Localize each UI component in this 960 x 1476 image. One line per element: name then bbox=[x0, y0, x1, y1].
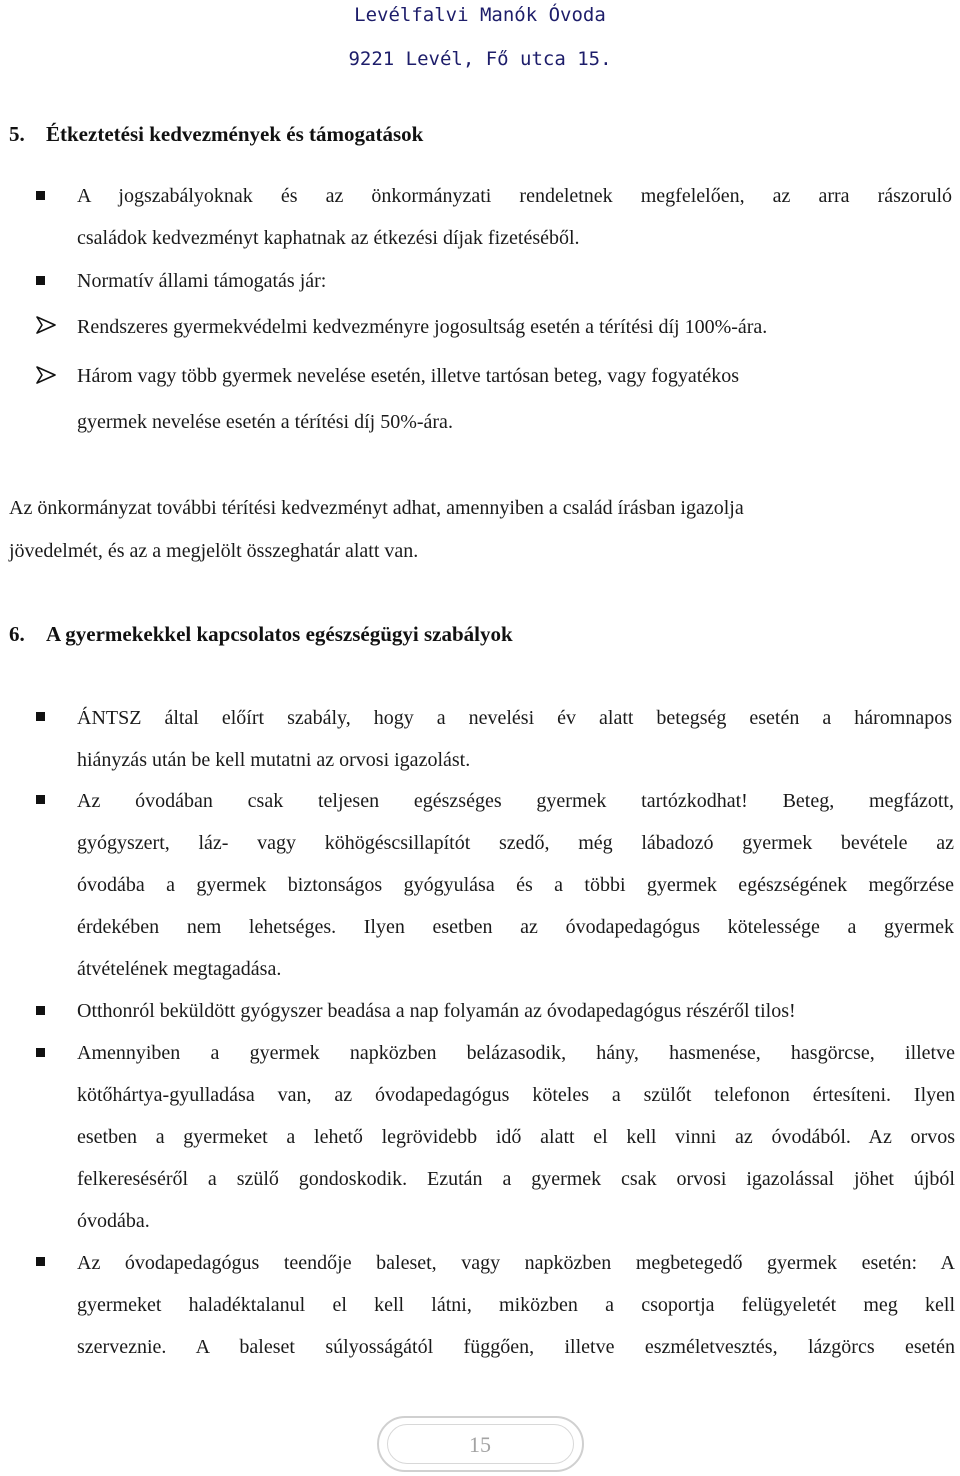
square-bullet-icon bbox=[36, 1257, 45, 1266]
bullet-text: óvodába a gyermek biztonságos gyógyulása és a többi gyermek egészségének megőrzése bbox=[77, 874, 954, 896]
arrow-item-text: Három vagy több gyermek nevelése esetén, illetve tartósan beteg, vagy fogyatékos bbox=[77, 365, 739, 387]
bullet-text: Otthonról beküldött gyógyszer beadása a nap folyamán az óvodapedagógus részéről tilos! bbox=[77, 1000, 796, 1022]
square-bullet-icon bbox=[36, 795, 45, 804]
section-number: 6. bbox=[9, 622, 25, 646]
square-bullet-icon bbox=[36, 191, 45, 200]
bullet-text: Az óvodapedagógus teendője baleset, vagy napközben megbetegedő gyermek esetén: A bbox=[77, 1252, 955, 1274]
bullet-text: A jogszabályoknak és az önkormányzati rendeletnek megfelelően, az arra rászoruló bbox=[77, 185, 952, 207]
bullet-text: kötőhártya-gyulladása van, az óvodapedagógus köteles a szülőt telefonon értesíteni. Ilyen bbox=[77, 1084, 955, 1106]
bullet-text: átvételének megtagadása. bbox=[77, 958, 282, 980]
arrow-item-text: gyermek nevelése esetén a térítési díj 50%-ára. bbox=[77, 411, 453, 433]
arrow-bullet-icon bbox=[35, 316, 57, 334]
square-bullet-icon bbox=[36, 1006, 45, 1015]
bullet-text: hiányzás után be kell mutatni az orvosi igazolást. bbox=[77, 749, 471, 771]
bullet-text: gyermeket haladéktalanul el kell látni, miközben a csoportja felügyeletét meg kell bbox=[77, 1294, 955, 1316]
bullet-text: szerveznie. A baleset súlyosságától függően, illetve eszméletvesztés, lázgörcs esetén bbox=[77, 1336, 955, 1358]
bullet-text: Amennyiben a gyermek napközben belázasodik, hány, hasmenése, hasgörcse, illetve bbox=[77, 1042, 955, 1064]
square-bullet-icon bbox=[36, 712, 45, 721]
bullet-text: családok kedvezményt kaphatnak az étkezési díjak fizetéséből. bbox=[77, 227, 580, 249]
bullet-text: esetben a gyermeket a lehető legrövidebb idő alatt el kell vinni az óvodából. Az orvos bbox=[77, 1126, 955, 1148]
square-bullet-icon bbox=[36, 1048, 45, 1057]
bullet-text: érdekében nem lehetséges. Ilyen esetben az óvodapedagógus kötelessége a gyermek bbox=[77, 916, 954, 938]
arrow-bullet-icon bbox=[35, 366, 57, 384]
arrow-item-text: Rendszeres gyermekvédelmi kedvezményre jogosultság esetén a térítési díj 100%-ára. bbox=[77, 316, 768, 338]
bullet-text: gyógyszert, láz- vagy köhögéscsillapítót szedő, még lábadozó gyermek bevétele az bbox=[77, 832, 954, 854]
bullet-text: felkereséséről a szülő gondoskodik. Ezután a gyermek csak orvosi igazolással jöhet újból bbox=[77, 1168, 955, 1190]
section-6-title bbox=[9, 622, 513, 647]
bullet-text: ÁNTSZ által előírt szabály, hogy a nevelési év alatt betegség esetén a háromnapos bbox=[77, 707, 952, 729]
page-number: 15 bbox=[469, 1432, 491, 1457]
bullet-text: Az óvodában csak teljesen egészséges gyermek tartózkodhat! Beteg, megfázott, bbox=[77, 790, 954, 812]
paragraph-text: Az önkormányzat további térítési kedvezményt adhat, amennyiben a család írásban igazolja bbox=[9, 497, 744, 519]
section-heading: A gyermekekkel kapcsolatos egészségügyi szabályok bbox=[46, 622, 513, 646]
school-name: Levélfalvi Manók Óvoda bbox=[354, 4, 606, 26]
section-number: 5. bbox=[9, 122, 25, 146]
school-address: 9221 Levél, Fő utca 15. bbox=[348, 48, 612, 70]
section-heading: Étkeztetési kedvezmények és támogatások bbox=[46, 122, 424, 146]
paragraph-text: jövedelmét, és az a megjelölt összeghatár alatt van. bbox=[9, 540, 419, 562]
section-5-title bbox=[9, 122, 423, 147]
bullet-text: óvodába. bbox=[77, 1210, 150, 1232]
bullet-text: Normatív állami támogatás jár: bbox=[77, 270, 327, 292]
square-bullet-icon bbox=[36, 276, 45, 285]
